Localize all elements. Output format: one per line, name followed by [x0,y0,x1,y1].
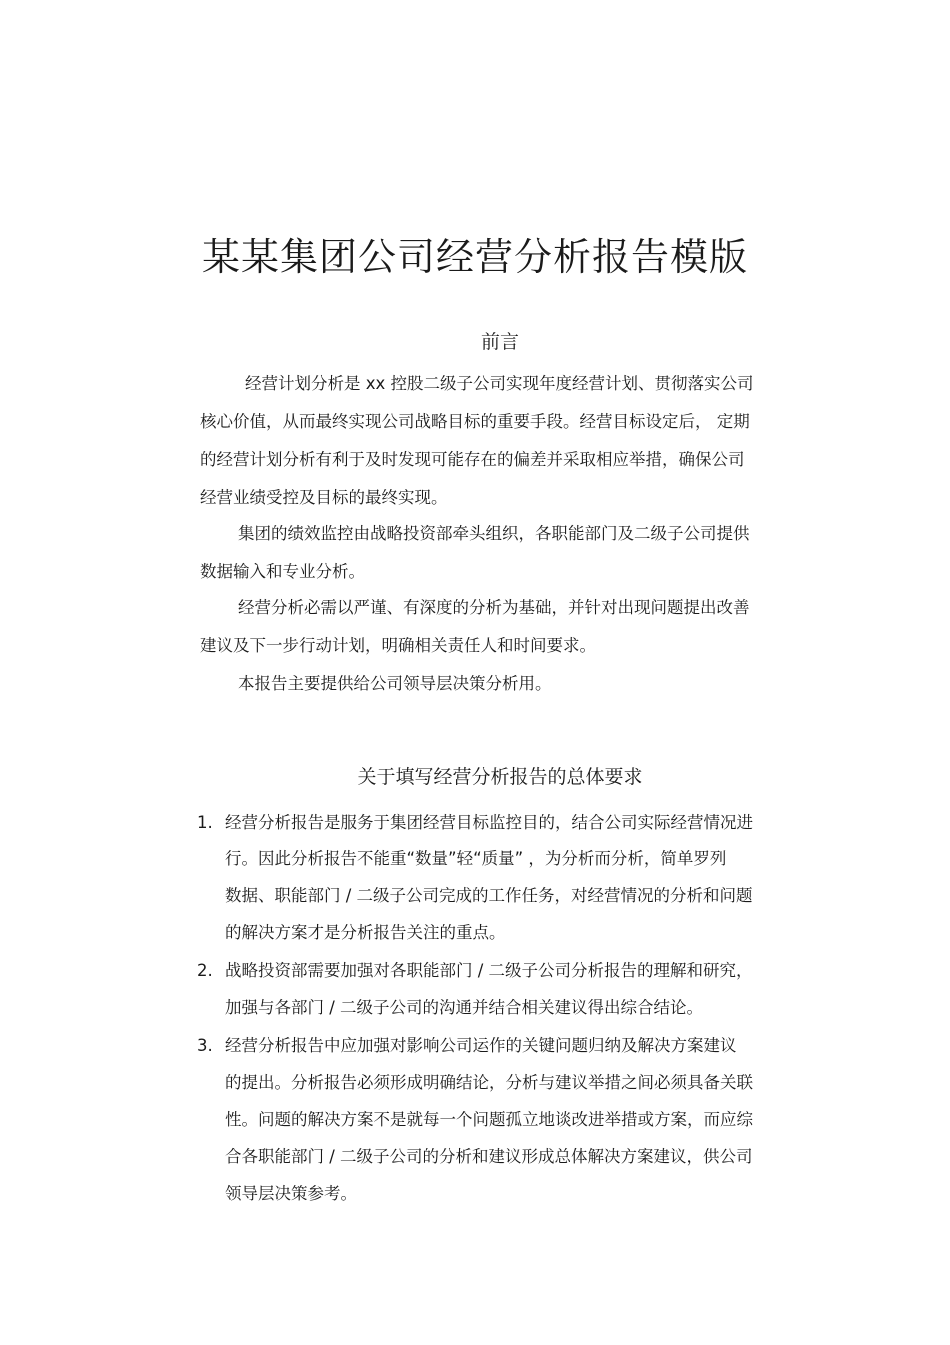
preface-line: 核心价值，从而最终实现公司战略目标的重要手段。经营目标设定后， 定期 [200,412,750,431]
preface-line: 经营业绩受控及目标的最终实现。 [200,488,448,507]
list-item-number: 3. [197,1036,213,1055]
list-item-line: 数据、职能部门 / 二级子公司完成的工作任务，对经营情况的分析和问题 [225,886,753,905]
list-item-number: 2. [197,961,213,980]
preface-line: 数据输入和专业分析。 [200,562,365,581]
preface-line: 建议及下一步行动计划，明确相关责任人和时间要求。 [200,636,596,655]
list-item-number: 1. [197,813,213,832]
preface-heading: 前言 [480,331,519,353]
preface-line: 经营分析必需以严谨、有深度的分析为基础，并针对出现问题提出改善 [238,598,750,617]
list-item-line: 加强与各部门 / 二级子公司的沟通并结合相关建议得出综合结论。 [225,998,704,1017]
requirements-heading: 关于填写经营分析报告的总体要求 [357,766,643,788]
preface-line: 本报告主要提供给公司领导层决策分析用。 [238,674,552,693]
list-item-line: 的提出。分析报告必须形成明确结论，分析与建议举措之间必须具备关联 [225,1073,753,1092]
list-item-line: 的解决方案才是分析报告关注的重点。 [225,923,506,942]
preface-line: 经营计划分析是 xx 控股二级子公司实现年度经营计划、贯彻落实公司 [245,374,754,393]
preface-line: 的经营计划分析有利于及时发现可能存在的偏差并采取相应举措，确保公司 [200,450,745,469]
document-title: 某某集团公司经营分析报告模版 [201,235,748,279]
list-item-line: 行。因此分析报告不能重“数量”轻“质量” ，为分析而分析，简单罗列 [225,849,727,868]
list-item-line: 性。问题的解决方案不是就每一个问题孤立地谈改进举措或方案，而应综 [225,1110,753,1129]
list-item-line: 战略投资部需要加强对各职能部门 / 二级子公司分析报告的理解和研究， [225,961,753,980]
preface-line: 集团的绩效监控由战略投资部牵头组织，各职能部门及二级子公司提供 [238,524,750,543]
list-item-line: 领导层决策参考。 [225,1184,357,1203]
list-item-line: 经营分析报告是服务于集团经营目标监控目的，结合公司实际经营情况进 [225,813,753,832]
list-item-line: 经营分析报告中应加强对影响公司运作的关键问题归纳及解决方案建议 [225,1036,737,1055]
list-item-line: 合各职能部门 / 二级子公司的分析和建议形成总体解决方案建议，供公司 [225,1147,753,1166]
